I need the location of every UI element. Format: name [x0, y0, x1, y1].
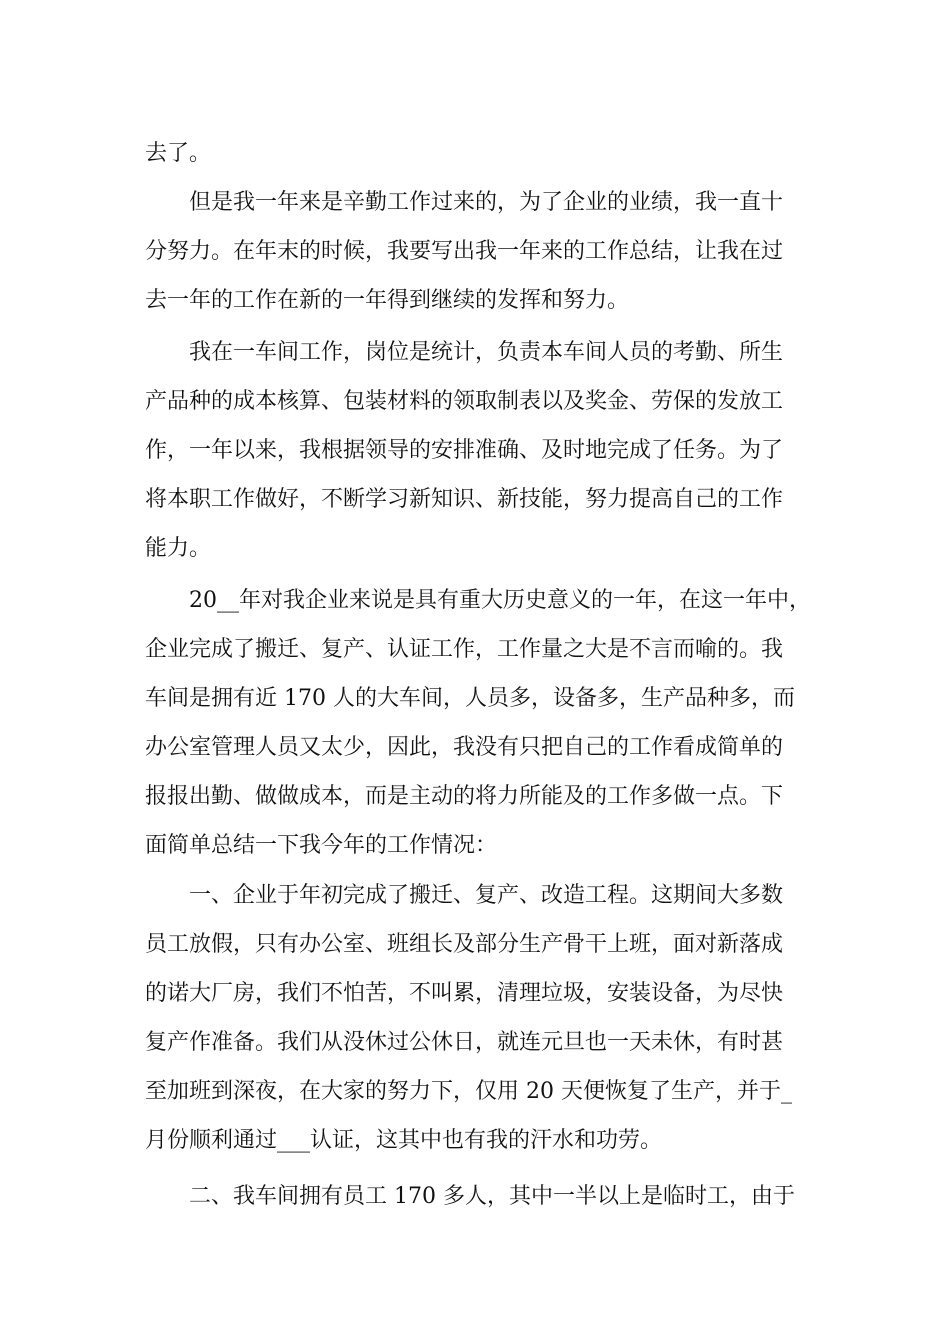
text-line: 能力。 [145, 536, 212, 561]
text-line: 复产作准备。我们从没休过公休日，就连元旦也一天未休，有时甚 [145, 1030, 784, 1055]
text-line: 作，一年以来，我根据领导的安排准确、及时地完成了任务。为了 [145, 438, 784, 463]
text-line: 面简单总结一下我今年的工作情况： [145, 833, 498, 858]
paragraph-first-line: 二、我车间拥有员工 170 多人，其中一半以上是临时工，由于 [189, 1184, 795, 1209]
paragraph-first-line: 但是我一年来是辛勤工作过来的，为了企业的业绩，我一直十 [189, 190, 784, 215]
text-line: 去了。 [145, 141, 212, 166]
text-line: 分努力。在年末的时候，我要写出我一年来的工作总结，让我在过 [145, 239, 784, 264]
text-line: 去一年的工作在新的一年得到继续的发挥和努力。 [145, 288, 630, 313]
text-line: 企业完成了搬迁、复产、认证工作，工作量之大是不言而喻的。我 [145, 637, 784, 662]
text-line: 办公室管理人员又太少，因此，我没有只把自己的工作看成简单的 [145, 735, 784, 760]
text-line: 将本职工作做好，不断学习新知识、新技能，努力提高自己的工作 [145, 487, 784, 512]
paragraph-first-line: 一、企业于年初完成了搬迁、复产、改造工程。这期间大多数 [189, 883, 784, 908]
text-line: 月份顺利通过___认证，这其中也有我的汗水和功劳。 [145, 1128, 663, 1153]
paragraph-first-line: 我在一车间工作，岗位是统计，负责本车间人员的考勤、所生 [189, 340, 784, 365]
paragraph-first-line: 20__年对我企业来说是具有重大历史意义的一年，在这一年中， [189, 588, 811, 613]
text-line: 至加班到深夜，在大家的努力下，仅用 20 天便恢复了生产，并于_ [145, 1079, 792, 1104]
text-line: 的诺大厂房，我们不怕苦，不叫累，清理垃圾，安装设备，为尽快 [145, 981, 784, 1006]
text-line: 车间是拥有近 170 人的大车间，人员多，设备多，生产品种多，而 [145, 686, 795, 711]
text-line: 产品种的成本核算、包装材料的领取制表以及奖金、劳保的发放工 [145, 389, 784, 414]
text-line: 报报出勤、做做成本，而是主动的将力所能及的工作多做一点。下 [145, 784, 784, 809]
text-line: 员工放假，只有办公室、班组长及部分生产骨干上班，面对新落成 [145, 932, 784, 957]
